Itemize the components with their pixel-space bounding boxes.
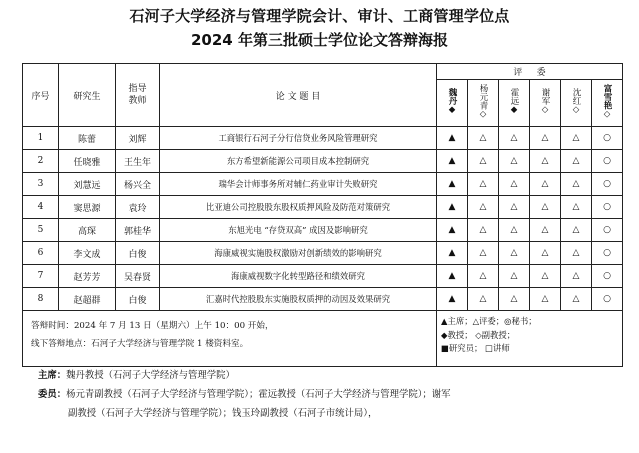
defense-place: 线下答辩地点：石河子大学经济与管理学院 1 楼资料室。 (31, 339, 249, 349)
committee-member-6 (592, 80, 623, 127)
committee-role-mark: ○ (592, 196, 623, 219)
committee-role-mark: ▲ (437, 219, 468, 242)
committee-role-mark: △ (468, 196, 499, 219)
member-4-label: 谢军◇ (540, 88, 550, 115)
advisor-name: 白俊 (116, 242, 160, 265)
committee-role-mark: △ (468, 150, 499, 173)
member-5-label: 沈红◇ (571, 88, 581, 115)
committee-role-mark: △ (530, 288, 561, 311)
committee-footer (38, 366, 451, 423)
advisor-name: 白俊 (116, 288, 160, 311)
committee-role-mark: ○ (592, 127, 623, 150)
student-name: 赵芳芳 (59, 265, 116, 288)
poster-title-line2: 2024 年第三批硕士学位论文答辩海报 (191, 31, 448, 49)
thesis-topic: 东方希望新能源公司项目成本控制研究 (160, 150, 437, 173)
student-name: 赵超群 (59, 288, 116, 311)
thesis-topic: 工商银行石河子分行信贷业务风险管理研究 (160, 127, 437, 150)
table-row (23, 173, 623, 196)
committee-role-mark: △ (530, 127, 561, 150)
committee-role-mark: ▲ (437, 127, 468, 150)
student-name: 刘慧远 (59, 173, 116, 196)
row-number: 1 (23, 127, 59, 150)
advisor-name: 刘辉 (116, 127, 160, 150)
committee-role-mark: ▲ (437, 150, 468, 173)
advisor-name: 杨兴全 (116, 173, 160, 196)
thesis-topic: 海康威视实施股权激励对创新绩效的影响研究 (160, 242, 437, 265)
member-3-label: 霍远◆ (509, 88, 519, 115)
legend-line-2: ◆教授； ◇副教授； (441, 329, 516, 340)
thesis-topic: 汇嘉时代控股股东实施股权质押的动因及效果研究 (160, 288, 437, 311)
committee-role-mark: △ (530, 150, 561, 173)
committee-role-mark: ▲ (437, 242, 468, 265)
footer-chair-line (38, 366, 451, 385)
advisor-name: 吴春贤 (116, 265, 160, 288)
committee-role-mark: ▲ (437, 196, 468, 219)
row-number: 2 (23, 150, 59, 173)
advisor-name: 袁玲 (116, 196, 160, 219)
committee-member-2 (468, 80, 499, 127)
committee-role-mark: ○ (592, 288, 623, 311)
student-name: 高琛 (59, 219, 116, 242)
committee-member-1 (437, 80, 468, 127)
committee-role-mark: △ (561, 173, 592, 196)
committee-role-mark: △ (530, 265, 561, 288)
committee-member-5 (561, 80, 592, 127)
header-seq: 序号 (23, 64, 59, 127)
defense-time: 答辩时间：2024 年 7 月 13 日（星期六）上午 10：00 开始， (31, 321, 274, 331)
table-row (23, 242, 623, 265)
committee-role-mark: △ (468, 173, 499, 196)
row-number: 6 (23, 242, 59, 265)
chair-label: 主席： (38, 370, 67, 381)
defense-schedule-table (22, 63, 623, 367)
header-advisor-text: 指导教师 (128, 84, 147, 106)
committee-role-mark: △ (468, 127, 499, 150)
committee-role-mark: ○ (592, 150, 623, 173)
advisor-name: 王生年 (116, 150, 160, 173)
defense-info-cell (23, 311, 437, 367)
committee-role-mark: △ (561, 219, 592, 242)
member-6-label: 富雪艳◇ (602, 83, 613, 120)
committee-role-mark: △ (468, 265, 499, 288)
committee-role-mark: ▲ (437, 265, 468, 288)
footer-members-line1 (38, 385, 451, 404)
legend-line-1: ▲主席；△评委；◎秘书； (441, 316, 537, 326)
committee-role-mark: △ (561, 196, 592, 219)
committee-role-mark: △ (499, 288, 530, 311)
committee-role-mark: △ (530, 242, 561, 265)
header-topic: 论 文 题 目 (160, 64, 437, 127)
committee-role-mark: △ (561, 242, 592, 265)
student-name: 李文成 (59, 242, 116, 265)
legend-line-3: ■研究员； □讲师 (441, 343, 510, 353)
committee-role-mark: ○ (592, 242, 623, 265)
committee-role-mark: △ (499, 242, 530, 265)
table-row (23, 288, 623, 311)
committee-role-mark: △ (499, 127, 530, 150)
committee-role-mark: △ (468, 288, 499, 311)
members-text-2: 副教授（石河子大学经济与管理学院）；钱玉玲副教授（石河子市统计局）， (68, 408, 378, 419)
header-committee: 评 委 (437, 64, 623, 80)
member-2-label: 杨元青◇ (478, 83, 488, 120)
committee-role-mark: △ (530, 219, 561, 242)
committee-role-mark: △ (561, 127, 592, 150)
row-number: 8 (23, 288, 59, 311)
header-advisor (116, 64, 160, 127)
row-number: 5 (23, 219, 59, 242)
row-number: 3 (23, 173, 59, 196)
committee-role-mark: △ (530, 173, 561, 196)
poster-title-line1: 石河子大学经济与管理学院会计、审计、工商管理学位点 (129, 7, 510, 25)
committee-role-mark: ▲ (437, 173, 468, 196)
table-row (23, 265, 623, 288)
members-label: 委员： (38, 389, 67, 400)
committee-role-mark: ○ (592, 219, 623, 242)
committee-role-mark: △ (530, 196, 561, 219)
committee-role-mark: △ (499, 196, 530, 219)
legend-cell (437, 311, 623, 367)
committee-role-mark: △ (561, 150, 592, 173)
table-body (23, 127, 623, 311)
member-1-label: 魏丹◆ (447, 88, 457, 115)
committee-role-mark: △ (561, 265, 592, 288)
committee-member-3 (499, 80, 530, 127)
committee-role-mark: △ (468, 219, 499, 242)
members-text-1: 杨元青副教授（石河子大学经济与管理学院）；霍远教授（石河子大学经济与管理学院）；谢军 (66, 389, 451, 400)
chair-name: 魏丹教授（石河子大学经济与管理学院） (66, 370, 235, 381)
table-row (23, 127, 623, 150)
table-row (23, 196, 623, 219)
thesis-topic: 东旭光电 “存贷双高” 成因及影响研究 (160, 219, 437, 242)
table-row (23, 150, 623, 173)
row-number: 7 (23, 265, 59, 288)
row-number: 4 (23, 196, 59, 219)
table-row (23, 219, 623, 242)
committee-role-mark: ▲ (437, 288, 468, 311)
thesis-topic: 海康威视数字化转型路径和绩效研究 (160, 265, 437, 288)
committee-role-mark: △ (468, 242, 499, 265)
footer-members-line2 (38, 404, 451, 423)
header-student: 研究生 (59, 64, 116, 127)
student-name: 任晓雅 (59, 150, 116, 173)
committee-role-mark: △ (499, 265, 530, 288)
committee-member-4 (530, 80, 561, 127)
student-name: 陈蕾 (59, 127, 116, 150)
thesis-topic: 瑞华会计师事务所对辅仁药业审计失败研究 (160, 173, 437, 196)
committee-role-mark: △ (499, 219, 530, 242)
committee-role-mark: ○ (592, 173, 623, 196)
committee-role-mark: △ (499, 150, 530, 173)
committee-role-mark: ○ (592, 265, 623, 288)
committee-role-mark: △ (561, 288, 592, 311)
committee-role-mark: △ (499, 173, 530, 196)
advisor-name: 郭桂华 (116, 219, 160, 242)
thesis-topic: 比亚迪公司控股股东股权质押风险及防范对策研究 (160, 196, 437, 219)
student-name: 窦思源 (59, 196, 116, 219)
